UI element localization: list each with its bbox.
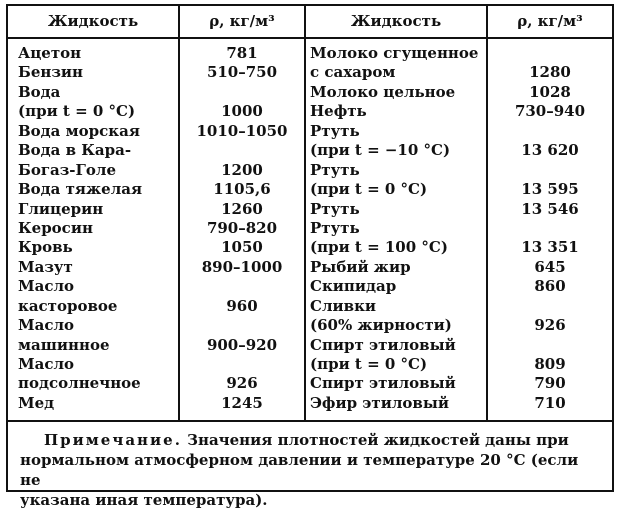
liquid-name-cell: Масло — [18, 316, 75, 335]
density-value-cell — [488, 122, 612, 141]
density-value-cell: 900–920 — [206, 335, 278, 354]
liquid-name-cell: Богаз-Голе — [18, 160, 117, 179]
liquid-name-cell: Мазут — [18, 257, 73, 276]
liquid-name-cell: (при t = 100 °C) — [310, 238, 448, 257]
density-value-cell: 645 — [534, 257, 566, 276]
liquid-name-cell: Спирт этиловый — [310, 374, 456, 393]
density-value-cell: 1260 — [221, 199, 263, 218]
density-value-cell: 13 620 — [521, 141, 579, 160]
liquid-name-cell: Масло — [18, 277, 75, 296]
liquid-name-cell: (при t = 0 °C) — [310, 180, 428, 199]
density-value-cell: 926 — [534, 316, 566, 335]
liquid-name-cell: Ртуть — [310, 218, 360, 237]
density-value-cell: 730–940 — [514, 102, 586, 121]
density-value-cell: 510–750 — [206, 63, 278, 82]
density-value-cell: 809 — [534, 355, 566, 373]
density-table — [6, 4, 614, 509]
liquid-name-cell: (при t = −10 °C) — [310, 141, 451, 160]
header-density-left: ρ, кг/м³ — [209, 12, 275, 30]
liquid-name-cell: Сливки — [310, 296, 377, 315]
density-value-cell: 960 — [226, 296, 258, 315]
header-rule — [8, 37, 612, 39]
density-value-cell: 926 — [226, 374, 258, 393]
right-density-column — [488, 44, 612, 413]
density-value-cell — [488, 161, 612, 180]
density-value-cell: 1000 — [221, 102, 263, 121]
density-value-cell — [488, 297, 612, 316]
left-liquid-column — [18, 44, 176, 413]
density-value-cell: 860 — [534, 277, 566, 296]
note-lead: Примечание. — [44, 431, 182, 449]
density-value-cell — [488, 336, 612, 355]
liquid-name-cell: машинное — [18, 335, 110, 354]
note-line-2: нормальном атмосферном давлении и температуре 20 °C (если не — [20, 451, 579, 489]
liquid-name-cell: Масло — [18, 355, 75, 373]
right-liquid-column — [310, 44, 486, 413]
note-line-1: Значения плотностей жидкостей даны при — [181, 431, 569, 449]
header-density-right: ρ, кг/м³ — [517, 12, 583, 30]
liquid-name-cell: (при t = 0 °C) — [310, 355, 428, 373]
header-liquid-left: Жидкость — [47, 12, 139, 30]
liquid-name-cell: Молоко сгущенное — [310, 44, 479, 62]
liquid-name-cell: (при t = 0 °C) — [18, 102, 136, 121]
liquid-name-cell: Нефть — [310, 102, 367, 121]
density-value-cell: 890–1000 — [201, 257, 283, 276]
liquid-name-cell: касторовое — [18, 296, 118, 315]
note-line-3: указана иная температура). — [20, 491, 268, 509]
density-value-cell — [180, 355, 304, 374]
liquid-name-cell: с сахаром — [310, 63, 396, 82]
liquid-name-cell: Молоко цельное — [310, 82, 456, 101]
density-value-cell — [180, 277, 304, 296]
liquid-name-cell: Керосин — [18, 218, 93, 237]
liquid-name-cell: Глицерин — [18, 199, 104, 218]
liquid-name-cell: (60% жирности) — [310, 316, 452, 335]
density-value-cell: 13 546 — [521, 199, 579, 218]
density-value-cell: 13 595 — [521, 180, 579, 199]
density-value-cell: 790–820 — [206, 218, 278, 237]
density-value-cell: 1200 — [221, 160, 263, 179]
density-value-cell: 1050 — [221, 238, 263, 257]
liquid-name-cell: Ртуть — [310, 121, 360, 140]
liquid-name-cell: Вода тяжелая — [18, 180, 143, 199]
liquid-name-cell: Вода — [18, 82, 61, 101]
density-value-cell: 1010–1050 — [196, 121, 288, 140]
density-value-cell — [180, 83, 304, 102]
liquid-name-cell: Ацетон — [18, 44, 82, 62]
note-rule — [8, 420, 612, 422]
liquid-name-cell: Эфир этиловый — [310, 393, 450, 412]
header-liquid-right: Жидкость — [350, 12, 442, 30]
liquid-name-cell: Скипидар — [310, 277, 397, 296]
density-value-cell: 781 — [226, 44, 258, 62]
liquid-name-cell: подсолнечное — [18, 374, 141, 393]
density-value-cell: 710 — [534, 393, 566, 412]
density-value-cell: 1028 — [529, 82, 571, 101]
liquid-name-cell: Спирт этиловый — [310, 335, 456, 354]
liquid-name-cell: Вода в Кара- — [18, 141, 132, 160]
density-value-cell: 790 — [534, 374, 566, 393]
density-value-cell: 1105,6 — [213, 180, 271, 199]
liquid-name-cell: Ртуть — [310, 160, 360, 179]
liquid-name-cell: Бензин — [18, 63, 84, 82]
liquid-name-cell: Ртуть — [310, 199, 360, 218]
note-paragraph — [20, 430, 602, 510]
liquid-name-cell: Мед — [18, 393, 55, 412]
liquid-name-cell: Вода морская — [18, 121, 140, 140]
liquid-name-cell: Рыбий жир — [310, 257, 411, 276]
density-value-cell: 1280 — [529, 63, 571, 82]
density-value-cell — [180, 316, 304, 335]
density-value-cell: 13 351 — [521, 238, 579, 257]
left-density-column — [180, 44, 304, 413]
density-value-cell — [488, 44, 612, 63]
liquid-name-cell: Кровь — [18, 238, 73, 257]
density-value-cell — [488, 219, 612, 238]
density-value-cell: 1245 — [221, 393, 263, 412]
column-divider-2 — [304, 6, 306, 420]
density-value-cell — [180, 141, 304, 160]
